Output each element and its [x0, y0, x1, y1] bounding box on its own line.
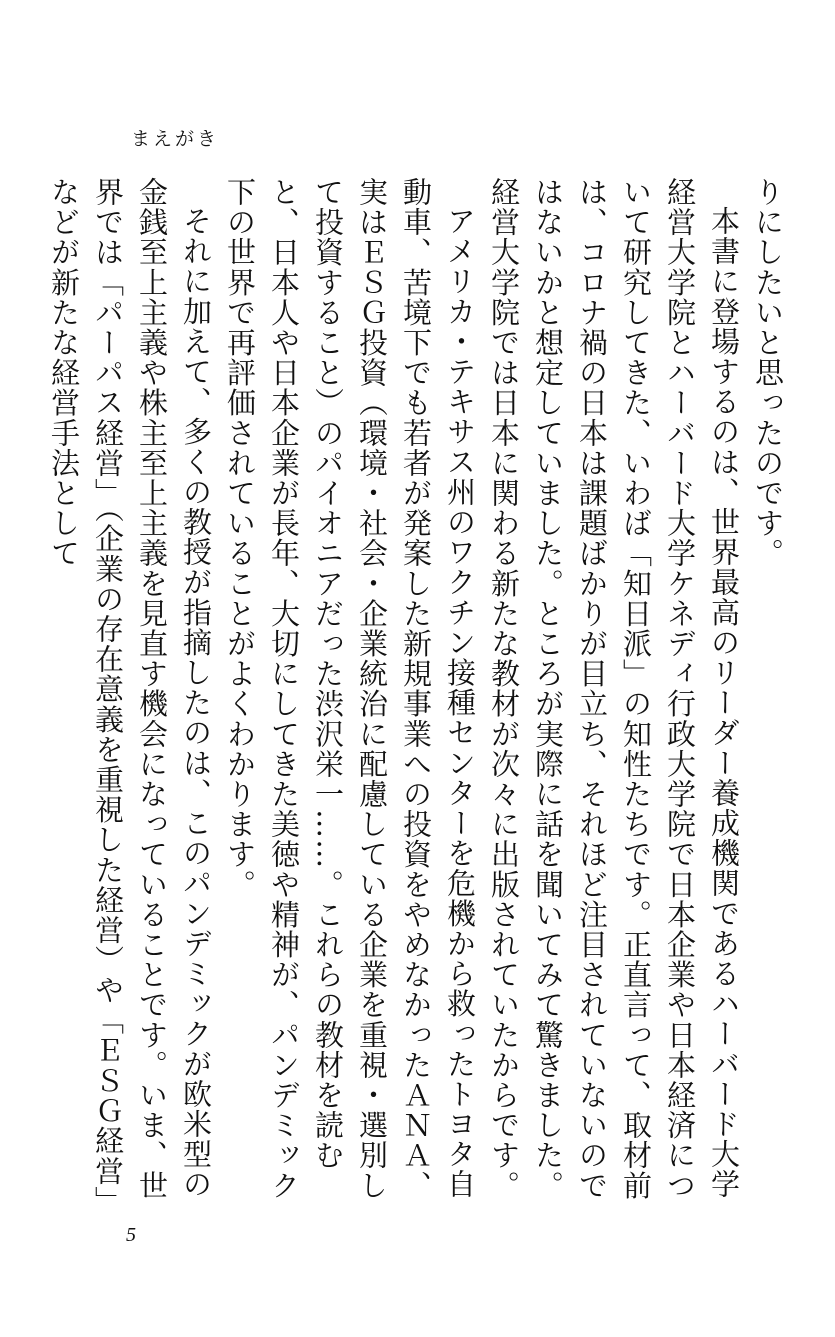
running-head: まえがき	[131, 128, 220, 150]
paragraph-book-introduction: 本書に登場するのは、世界最高のリーダー養成機関であるハーバード大学経営大学院とハーバード大学ケネディ行政大学院で日本企業や日本経済について研究してきた、いわば「知日派」の知性たちです。正直言って、取材前は、コロナ禍の日本は課題ばかりが目立ち、それほど注目されていないのではないかと想定していました。ところが実際に話を聞いてみて驚きました。経営大学院では日本に関わる新たな教材が次々に出版されていたからです。	[487, 177, 741, 1201]
paragraph-continuation: りにしたいと思ったのです。	[751, 177, 785, 569]
paragraph-case-examples: アメリカ・テキサス州のワクチン接種センターを危機から救ったトヨタ自動車、苦境下でも若者が発案した新規事業への投資をやめなかったＡＮＡ、実はＥＳＧ投資（環境・社会・企業統治に配慮している企業を重視・選別して投資すること）のパイオニアだった渋沢栄一……。これらの教材を読むと、日本人や日本企業が長年、大切にしてきた美徳や精神が、パンデミック下の世界で再評価されていることがよくわかります。	[223, 177, 477, 1201]
body-text	[47, 177, 790, 1207]
page-number: 5	[126, 1224, 136, 1246]
paragraph-professors-point: それに加えて、多くの教授が指摘したのは、このパンデミックが欧米型の金銭至上主義や株主至上主義を見直す機会になっていることです。いま、世界では「パーパス経営」（企業の存在意義を重視した経営）や「ＥＳＧ経営」などが新たな経営手法として	[47, 177, 213, 1202]
